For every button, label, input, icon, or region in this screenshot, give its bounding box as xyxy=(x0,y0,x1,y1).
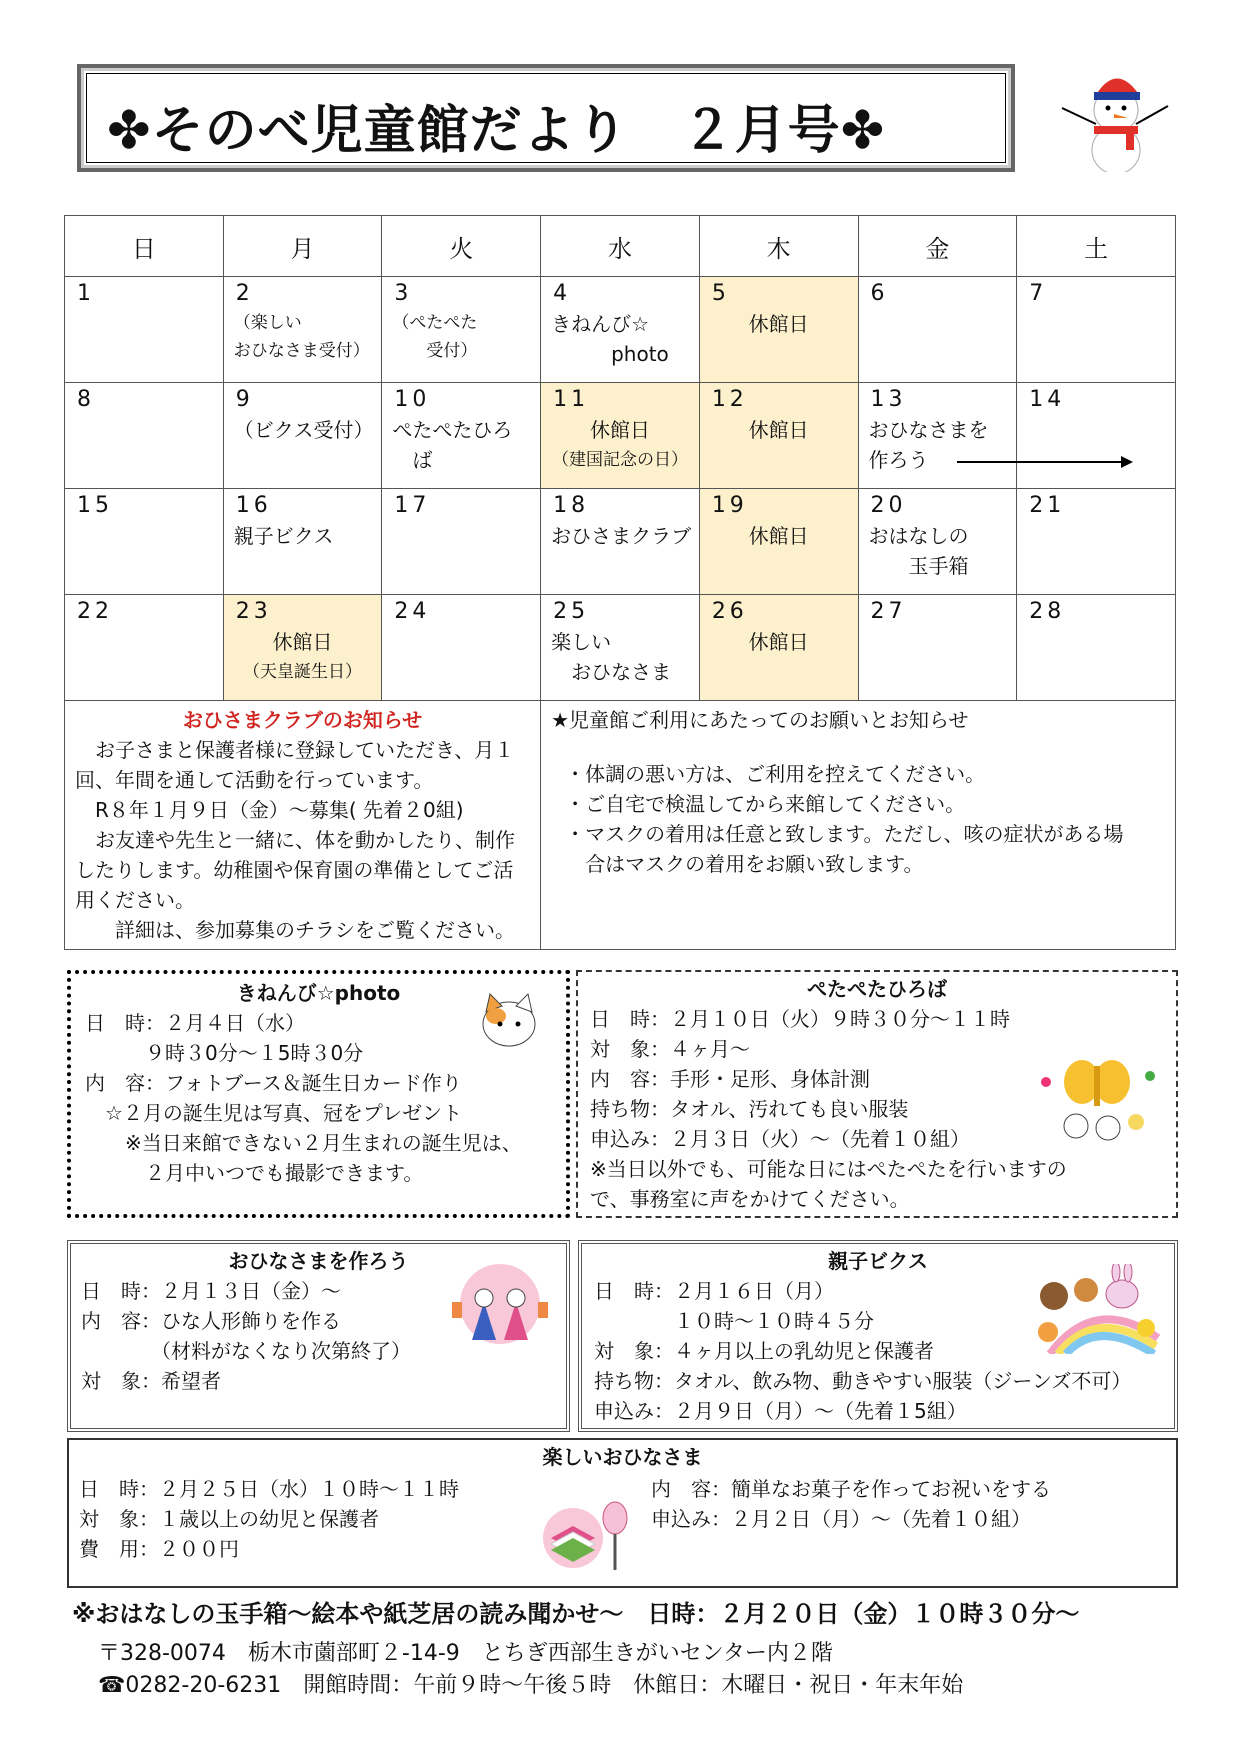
oyako-title: 親子ビクス xyxy=(828,1249,928,1273)
notice-item: ・ご自宅で検温してから来館してください。 xyxy=(565,792,966,816)
day-number: 11 xyxy=(553,387,590,412)
day-event: 休館日 xyxy=(748,312,809,336)
calendar-day xyxy=(65,489,224,595)
ohinasama-make-details: 日 時：２月１３日（金）～ 内 容：ひな人形飾りを作る （材料がなくなり次第終了） 対 象：希望者 xyxy=(81,1279,411,1393)
day-event: （ぺたぺた 受付） xyxy=(392,313,478,361)
ohinasama-make-box xyxy=(67,1240,570,1432)
day-number: 18 xyxy=(553,493,590,518)
day-number: 27 xyxy=(870,599,907,624)
day-number: 2 xyxy=(235,281,254,306)
title-banner xyxy=(77,64,1015,172)
snowman-illustration xyxy=(1050,62,1180,172)
day-number: 16 xyxy=(235,493,272,518)
kinenbi-title: きねんび☆photo xyxy=(236,981,401,1005)
day-number: 9 xyxy=(235,387,254,412)
weekday-header: 木 xyxy=(699,216,858,277)
day-event: おひなさまを 作ろう xyxy=(868,418,989,472)
day-number: 8 xyxy=(77,387,95,412)
ohisama-club-notice xyxy=(65,701,541,950)
day-number: 10 xyxy=(394,387,431,412)
calendar-day xyxy=(1017,489,1176,595)
holiday-name: （建国記念の日） xyxy=(551,450,688,470)
day-number: 13 xyxy=(870,387,907,412)
tanoshii-details-right: 内 容：簡単なお菓子を作ってお祝いをする 申込み：２月２日（月）～（先着１０組） xyxy=(651,1477,1051,1531)
calendar-day xyxy=(699,383,858,489)
day-number: 5 xyxy=(711,281,730,306)
animals-rainbow-icon xyxy=(1030,1264,1160,1354)
calendar-week xyxy=(65,489,1176,595)
calendar-day xyxy=(699,489,858,595)
notice-item: ・マスクの着用は任意と致します。ただし、咳の症状がある場 合はマスクの着用をお願い致します。 xyxy=(565,822,1124,876)
day-number: 15 xyxy=(77,493,113,518)
day-number: 6 xyxy=(870,281,889,306)
day-number: 4 xyxy=(553,281,572,306)
usage-notice xyxy=(541,701,1176,950)
calendar-week xyxy=(65,383,1176,489)
day-event: （楽しい おひなさま受付） xyxy=(233,313,370,361)
ohinasama-make-title: おひなさまを作ろう xyxy=(228,1249,409,1273)
day-event: 休館日 xyxy=(748,524,809,548)
petapeta-title: ぺたぺたひろば xyxy=(807,977,947,1001)
day-number: 14 xyxy=(1029,387,1066,412)
calendar-day xyxy=(858,489,1017,595)
kinenbi-photo-box xyxy=(67,970,570,1218)
calendar-day xyxy=(541,595,700,701)
calendar-day xyxy=(223,277,382,383)
notice-item: ・体調の悪い方は、ご利用を控えてください。 xyxy=(565,762,986,786)
weekday-header: 日 xyxy=(65,216,224,277)
oyako-details: 日 時：２月１６日（月） １０時～１０時４５分 対 象：４ヶ月以上の乳幼児と保護者 持ち物：タオル、飲み物、動きやすい服装（ジーンズ不可） 申込み：２月９日（月）～（先着１5組） xyxy=(594,1279,1132,1423)
day-event: ぺたぺたひろ ば xyxy=(392,418,513,472)
hina-doll-icon xyxy=(450,1262,550,1346)
day-number: 20 xyxy=(870,493,907,518)
oyako-bikusu-box xyxy=(578,1240,1178,1432)
tanoshii-title: 楽しいおひなさま xyxy=(542,1445,703,1469)
day-event: 楽しい おひなさま xyxy=(551,630,672,684)
kinenbi-details: 日 時：２月４日（水） ９時３0分～１5時３0分 内 容：フォトブース＆誕生日カード作り ☆２月の誕生児は写真、冠をプレゼント ※当日来館できない２月生まれの誕生児は、 ２月中いつでも撮影できます。 xyxy=(85,1011,522,1185)
day-event: おひさまクラブ xyxy=(551,524,692,548)
day-number: 24 xyxy=(394,599,431,624)
calendar xyxy=(64,215,1176,950)
calendar-day xyxy=(858,383,1017,489)
weekday-header: 金 xyxy=(858,216,1017,277)
weekday-header: 火 xyxy=(382,216,541,277)
day-number: 12 xyxy=(711,387,748,412)
calendar-header xyxy=(65,216,1176,277)
calendar-day xyxy=(1017,277,1176,383)
calendar-week xyxy=(65,277,1176,383)
calendar-day xyxy=(858,277,1017,383)
petapeta-details: 日 時：２月１０日（火）９時３０分～１１時 対 象：４ヶ月～ 内 容：手形・足形、身体計測 持ち物：タオル、汚れても良い服装 申込み：２月３日（火）～（先着１０組） ※当日以外でも、可能な日にはぺたぺたを行いますの で、事務室に声をかけてください。 xyxy=(590,1007,1067,1211)
day-number: 17 xyxy=(394,493,431,518)
day-event: 休館日 xyxy=(748,630,809,654)
calendar-day xyxy=(382,595,541,701)
phone-hours: ☎0282-20-6231 開館時間：午前９時～午後５時 休館日：木曜日・祝日・年末年始 xyxy=(98,1673,964,1698)
day-number: 25 xyxy=(553,599,590,624)
weekday-header: 水 xyxy=(541,216,700,277)
weekday-header: 月 xyxy=(223,216,382,277)
hishimochi-icon xyxy=(543,1492,635,1574)
calendar-day xyxy=(223,383,382,489)
holiday-name: （天皇誕生日） xyxy=(243,662,363,682)
day-event: 親子ビクス xyxy=(233,524,334,548)
ohisama-title: おひさまクラブのお知らせ xyxy=(182,708,423,732)
ohisama-body: お子さまと保護者様に登録していただき、月１回、年間を通して活動を行っています。 R８年１月９日（金）～募集( 先着２0組) お友達や先生と一緒に、体を動かしたり、制作したりします。幼稚園や保育園の準備としてご活用ください。 詳細は、参加募集のチラシをご覧ください。 xyxy=(75,738,515,942)
day-event: おはなしの 玉手箱 xyxy=(868,524,969,578)
calendar-day xyxy=(382,277,541,383)
day-number: 23 xyxy=(235,599,272,624)
tanoshii-details-left: 日 時：２月２５日（水）１０時～１１時 対 象：１歳以上の幼児と保護者 費 用：２００円 xyxy=(79,1477,459,1561)
petapeta-box xyxy=(576,970,1178,1218)
day-number: 1 xyxy=(77,281,95,306)
calendar-day xyxy=(65,383,224,489)
day-number: 19 xyxy=(711,493,748,518)
page-title: ✤そのべ児童館だより ２月号✤ xyxy=(107,101,886,161)
day-event: 休館日 xyxy=(272,630,333,654)
calendar-day xyxy=(858,595,1017,701)
day-number: 7 xyxy=(1029,281,1048,306)
calendar-day xyxy=(382,383,541,489)
calendar-day xyxy=(1017,383,1176,489)
day-number: 21 xyxy=(1029,493,1066,518)
address: 〒328-0074 栃木市薗部町２-14-9 とちぎ西部生きがいセンター内２階 xyxy=(98,1641,833,1666)
story-time-notice: ※おはなしの玉手箱～絵本や紙芝居の読み聞かせ～ 日時：２月２０日（金）１０時３０分～ xyxy=(72,1600,1080,1628)
day-event: きねんび☆ photo xyxy=(551,312,669,366)
calendar-day xyxy=(699,595,858,701)
cat-icon xyxy=(476,990,542,1052)
day-event: （ビクス受付） xyxy=(233,418,374,442)
calendar-day xyxy=(541,489,700,595)
day-event: 休館日 xyxy=(748,418,809,442)
calendar-day xyxy=(65,595,224,701)
tanoshii-ohinasama-box xyxy=(67,1438,1178,1588)
butterfly-icon xyxy=(1032,1052,1162,1148)
calendar-day xyxy=(541,383,700,489)
calendar-day xyxy=(1017,595,1176,701)
usage-notice-title: ★児童館ご利用にあたってのお願いとお知らせ xyxy=(551,708,969,732)
weekday-header: 土 xyxy=(1017,216,1176,277)
day-number: 22 xyxy=(77,599,113,624)
calendar-day xyxy=(223,595,382,701)
day-event: 休館日 xyxy=(589,418,650,442)
arrow-right-icon xyxy=(955,455,1135,469)
calendar-day xyxy=(223,489,382,595)
day-number: 3 xyxy=(394,281,413,306)
calendar-week xyxy=(65,595,1176,701)
day-number: 26 xyxy=(711,599,748,624)
calendar-day xyxy=(699,277,858,383)
calendar-day xyxy=(382,489,541,595)
calendar-day xyxy=(65,277,224,383)
day-number: 28 xyxy=(1029,599,1066,624)
calendar-day xyxy=(541,277,700,383)
